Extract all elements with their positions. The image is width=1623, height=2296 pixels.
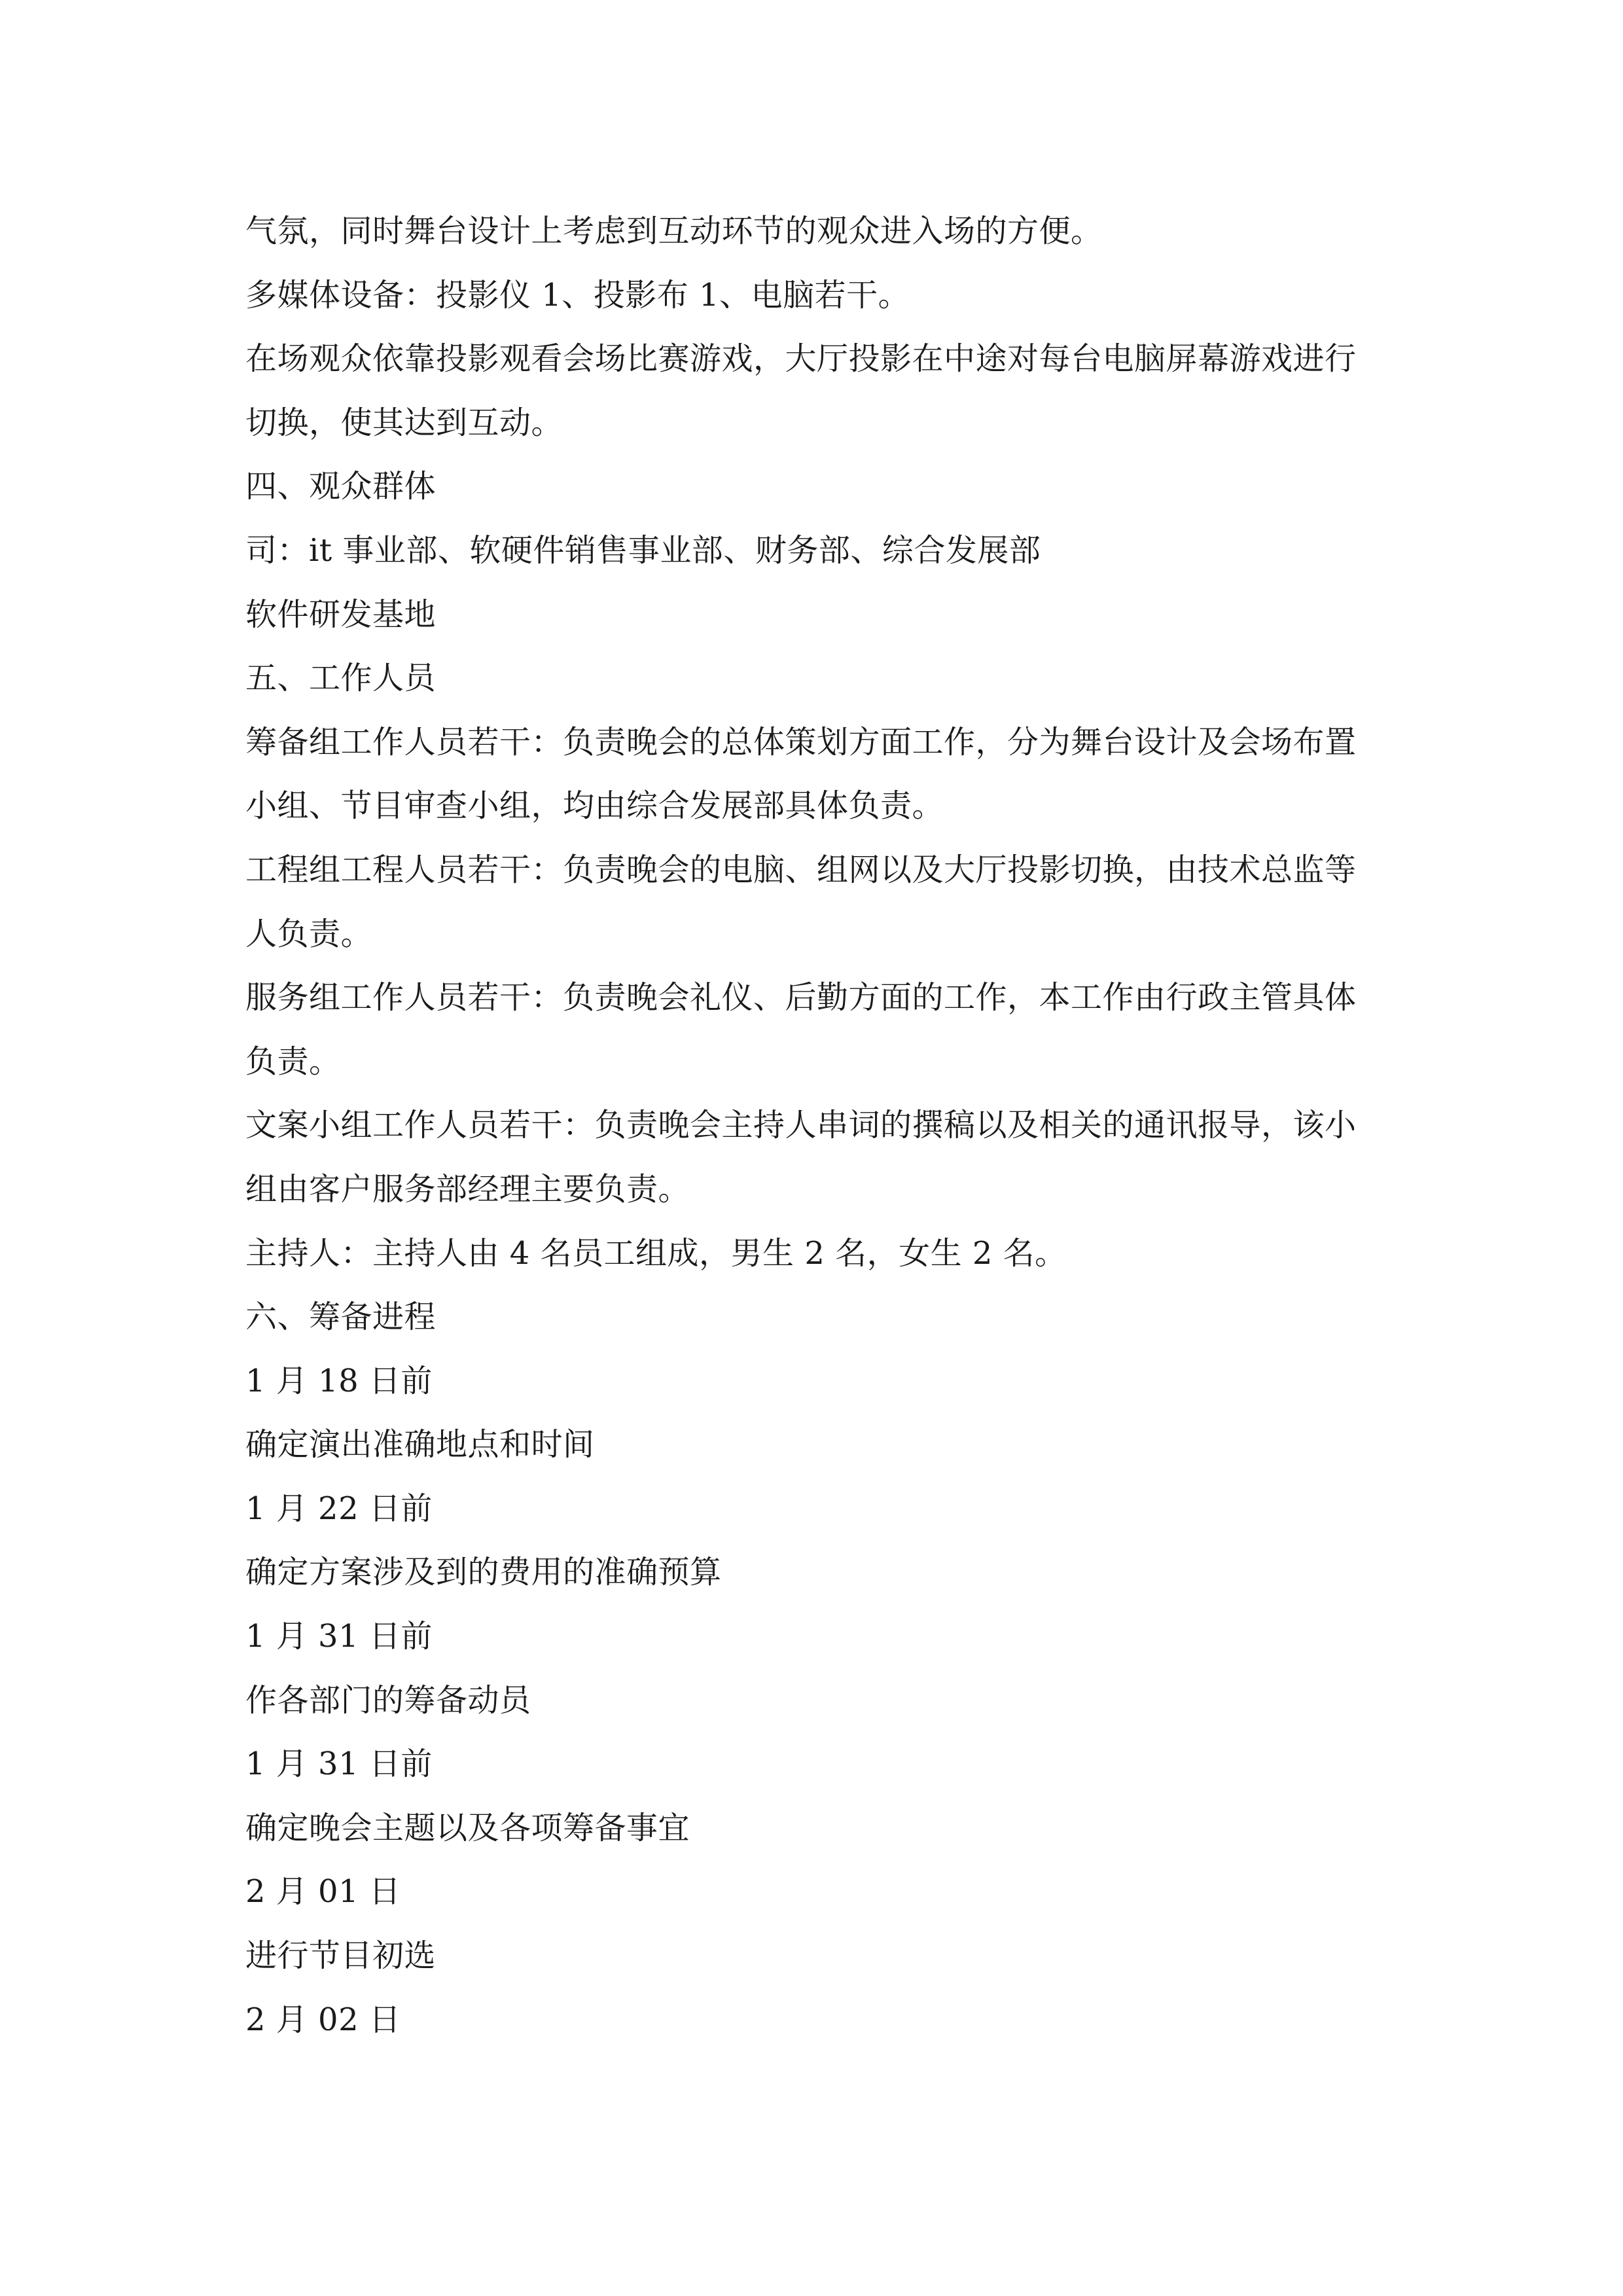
body-text-line: 气氛，同时舞台设计上考虑到互动环节的观众进入场的方便。: [245, 213, 1103, 249]
schedule-task: 确定演出准确地点和时间: [245, 1426, 595, 1463]
body-text-line: 主持人：主持人由 4 名员工组成，男生 2 名，女生 2 名。: [245, 1234, 1067, 1272]
body-text-line: 多媒体设备：投影仪 1、投影布 1、电脑若干。: [245, 276, 910, 314]
body-text-line: 服务组工作人员若干：负责晚会礼仪、后勤方面的工作，本工作由行政主管具体: [245, 979, 1357, 1016]
body-text-line: 工程组工程人员若干：负责晚会的电脑、组网以及大厅投影切换，由技术总监等: [245, 851, 1357, 888]
body-text-line: 在场观众依靠投影观看会场比赛游戏，大厅投影在中途对每台电脑屏幕游戏进行: [245, 340, 1357, 378]
schedule-date: 2 月 01 日: [245, 1873, 401, 1910]
schedule-task: 进行节目初选: [245, 1937, 437, 1975]
schedule-task: 作各部门的筹备动员: [245, 1681, 531, 1719]
body-text-line: 软件研发基地: [245, 596, 437, 633]
body-text-line: 文案小组工作人员若干：负责晚会主持人串词的撰稿以及相关的通讯报导，该小: [245, 1107, 1357, 1144]
schedule-date: 1 月 22 日前: [245, 1490, 433, 1527]
schedule-date: 1 月 31 日前: [245, 1618, 433, 1655]
section-heading: 六、筹备进程: [245, 1299, 437, 1336]
body-text-line: 小组、节目审查小组，均由综合发展部具体负责。: [245, 787, 944, 825]
body-text-line: 负责。: [245, 1043, 341, 1080]
section-heading: 四、观众群体: [245, 468, 437, 505]
body-text-line: 人负责。: [245, 915, 373, 952]
body-text-line: 筹备组工作人员若干：负责晚会的总体策划方面工作，分为舞台设计及会场布置: [245, 723, 1357, 761]
schedule-date: 2 月 02 日: [245, 2001, 401, 2038]
schedule-date: 1 月 31 日前: [245, 1746, 433, 1783]
body-text-line: 司：it 事业部、软硬件销售事业部、财务部、综合发展部: [245, 531, 1041, 569]
body-text-line: 切换，使其达到互动。: [245, 404, 563, 441]
body-text-line: 组由客户服务部经理主要负责。: [245, 1170, 690, 1208]
schedule-task: 确定方案涉及到的费用的准确预算: [245, 1554, 722, 1591]
section-heading: 五、工作人员: [245, 660, 437, 697]
schedule-task: 确定晚会主题以及各项筹备事宜: [245, 1809, 690, 1846]
schedule-date: 1 月 18 日前: [245, 1362, 433, 1399]
document-body: [245, 200, 1387, 2052]
